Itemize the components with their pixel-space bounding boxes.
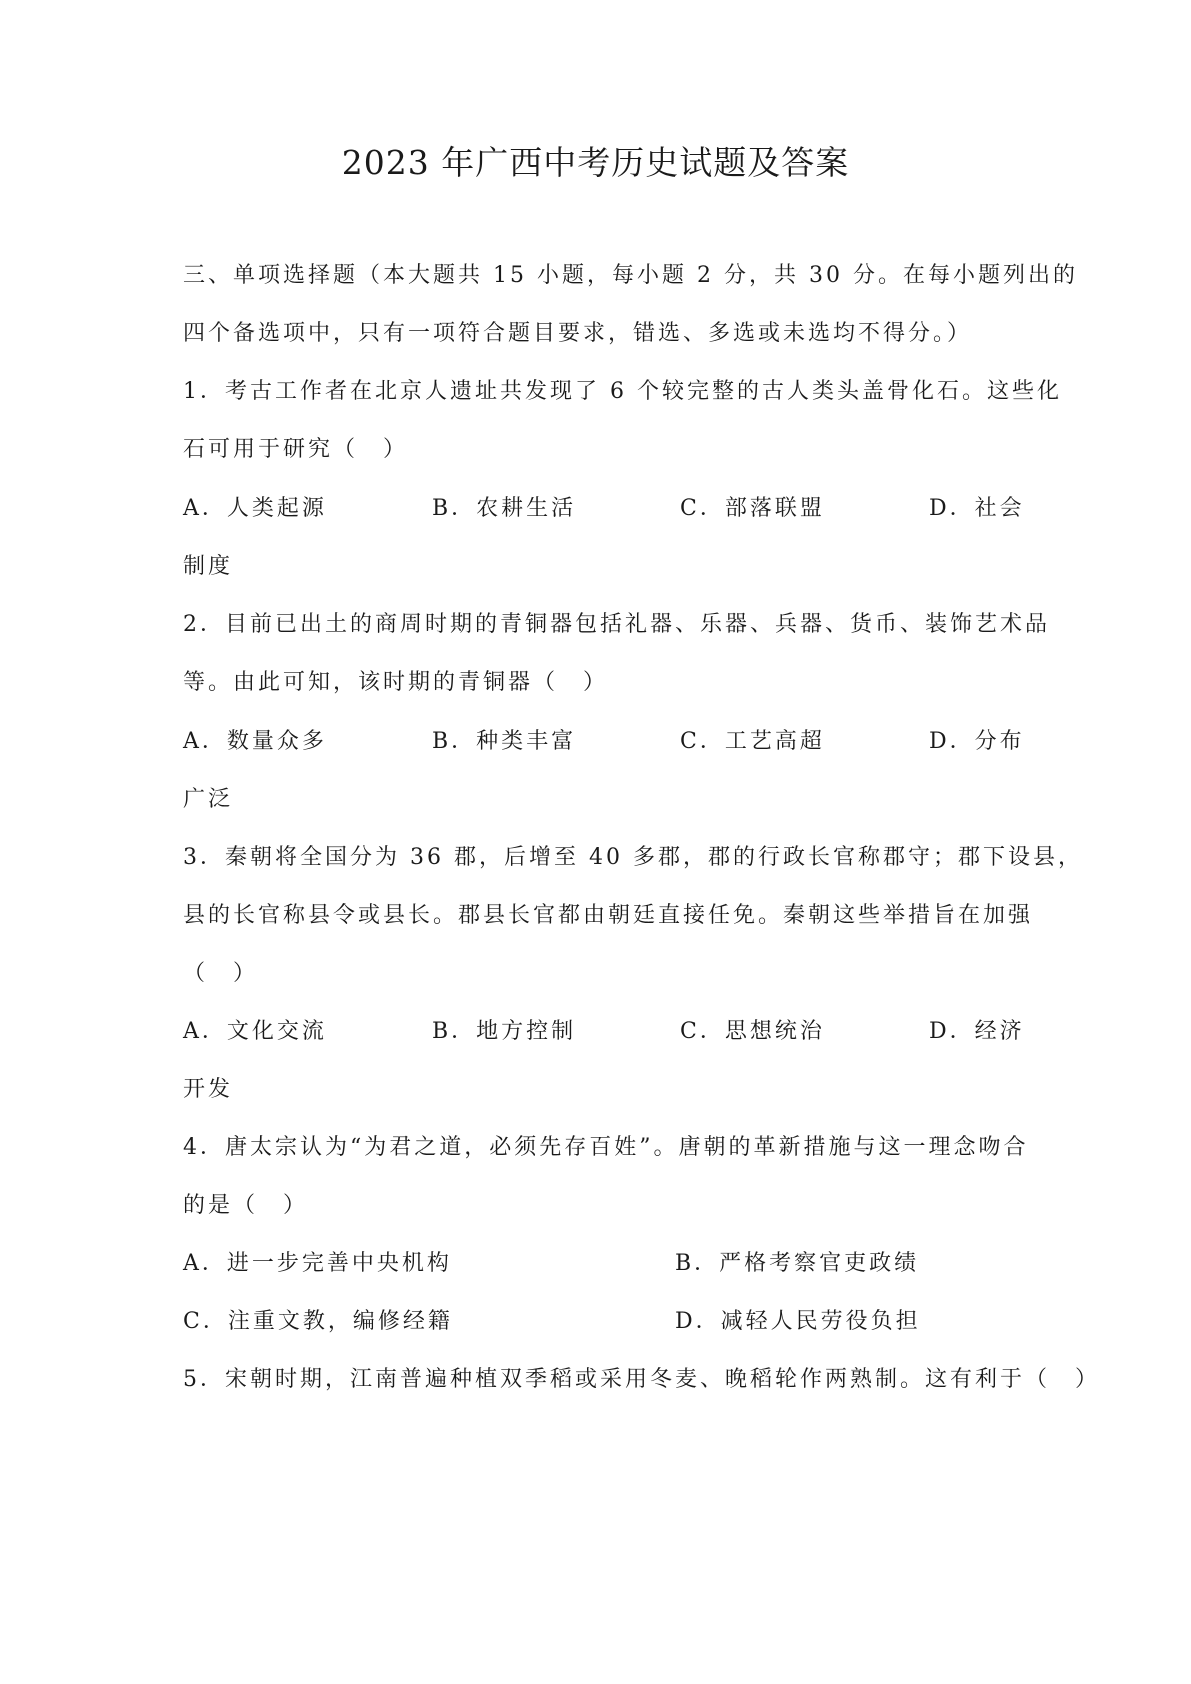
question-2-option-d-wrap: 广泛 bbox=[183, 787, 234, 812]
question-1-option-a: A．人类起源 bbox=[183, 496, 327, 521]
question-1-line-2: 石可用于研究（ ） bbox=[183, 437, 409, 462]
page-title: 2023 年广西中考历史试题及答案 bbox=[341, 143, 850, 182]
section-instruction-line-2: 四个备选项中，只有一项符合题目要求，错选、多选或未选均不得分。） bbox=[183, 321, 973, 346]
question-3-option-d: D．经济 bbox=[929, 1019, 1025, 1044]
question-4-line-1: 4．唐太宗认为“为君之道，必须先存百姓”。唐朝的革新措施与这一理念吻合 bbox=[183, 1135, 1029, 1160]
question-2-option-a: A．数量众多 bbox=[183, 729, 327, 754]
section-instruction-line-1: 三、单项选择题（本大题共 15 小题，每小题 2 分，共 30 分。在每小题列出的 bbox=[183, 263, 1078, 288]
question-4-option-a: A．进一步完善中央机构 bbox=[183, 1251, 452, 1276]
question-1-option-d-wrap: 制度 bbox=[183, 554, 234, 579]
question-4-option-c: C．注重文教，编修经籍 bbox=[183, 1309, 453, 1334]
question-2-option-b: B．种类丰富 bbox=[432, 729, 577, 754]
question-5-line-1: 5．宋朝时期，江南普遍种植双季稻或采用冬麦、晚稻轮作两熟制。这有利于（ ） bbox=[183, 1367, 1100, 1392]
question-4-option-b: B．严格考察官吏政绩 bbox=[675, 1251, 920, 1276]
question-3-line-2: 县的长官称县令或县长。郡县长官都由朝廷直接任免。秦朝这些举措旨在加强 bbox=[183, 903, 1034, 928]
question-3-line-3: （ ） bbox=[183, 961, 259, 986]
question-3-option-d-wrap: 开发 bbox=[183, 1077, 234, 1102]
question-1-option-d: D．社会 bbox=[929, 496, 1025, 521]
question-4-option-d: D．减轻人民劳役负担 bbox=[675, 1309, 921, 1334]
question-3-option-b: B．地方控制 bbox=[432, 1019, 577, 1044]
question-3-option-c: C．思想统治 bbox=[680, 1019, 825, 1044]
question-1-line-1: 1．考古工作者在北京人遗址共发现了 6 个较完整的古人类头盖骨化石。这些化 bbox=[183, 379, 1062, 404]
question-1-option-b: B．农耕生活 bbox=[432, 496, 577, 521]
question-1-option-c: C．部落联盟 bbox=[680, 496, 825, 521]
question-2-option-c: C．工艺高超 bbox=[680, 729, 825, 754]
question-4-line-2: 的是（ ） bbox=[183, 1193, 309, 1218]
question-2-option-d: D．分布 bbox=[929, 729, 1025, 754]
question-3-option-a: A．文化交流 bbox=[183, 1019, 327, 1044]
question-2-line-2: 等。由此可知，该时期的青铜器（ ） bbox=[183, 670, 609, 695]
question-2-line-1: 2．目前已出土的商周时期的青铜器包括礼器、乐器、兵器、货币、装饰艺术品 bbox=[183, 612, 1050, 637]
question-3-line-1: 3．秦朝将全国分为 36 郡，后增至 40 多郡，郡的行政长官称郡守；郡下设县， bbox=[183, 845, 1083, 870]
